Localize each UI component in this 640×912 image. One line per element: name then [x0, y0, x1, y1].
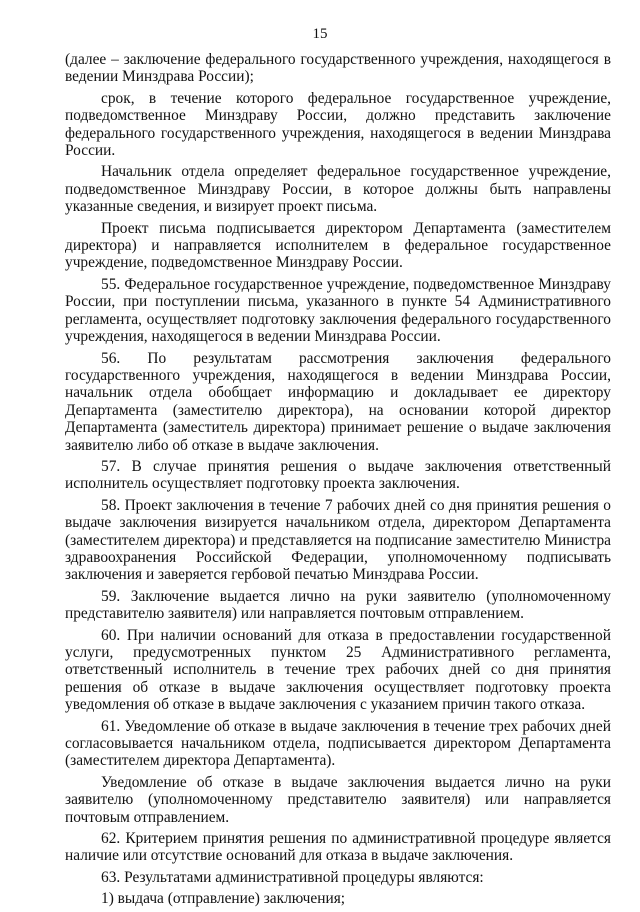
paragraph: 55. Федеральное государственное учреждение, подведомственное Минздраву России, при поступлении письма, указанного в пункте 54 Административного регламента, осуществляет подготовку заключения федерального государственного учреждения, находящегося в ведении Минздрава России.	[65, 275, 611, 346]
paragraph: 1) выдача (отправление) заключения;	[101, 890, 346, 908]
paragraph: Начальник отдела определяет федеральное государственное учреждение, подведомственное Минздраву России, в которое должны быть направлены указанные сведения, и визирует проект письма.	[65, 163, 611, 216]
paragraph: Проект письма подписывается директором Департамента (заместителем директора) и направляется исполнителем в федеральное государственное учреждение, подведомственное Минздраву России.	[65, 219, 611, 272]
paragraph: 62. Критерием принятия решения по административной процедуре является наличие или отсутствие оснований для отказа в выдаче заключения.	[65, 830, 611, 865]
paragraph: 63. Результатами административной процедуры являются:	[101, 868, 484, 886]
paragraph: 58. Проект заключения в течение 7 рабочих дней со дня принятия решения о выдаче заключения визируется начальником отдела, директором Департамента (заместителем директора) и представляется на подписание заместителю Министра здравоохранения Российской Федерации, уполномоченному подписывать заключения и заверяется гербовой печатью Минздрава России.	[65, 496, 611, 584]
paragraph: 56. По результатам рассмотрения заключения федерального государственного учреждения, находящегося в ведении Минздрава России, начальник отдела обобщает информацию и докладывает ее директору Департамента (заместителю директора), на основании которой директор Департамента (заместитель директора) принимает решение о выдаче заключения заявителю либо об отказе в выдаче заключения.	[65, 349, 611, 454]
paragraph: 60. При наличии оснований для отказа в предоставлении государственной услуги, предусмотренных пунктом 25 Административного регламента, ответственный исполнитель в течение трех рабочих дней со дня принятия решения об отказе в выдаче заключения осуществляет подготовку проекта уведомления об отказе в выдаче заключения с указанием причин такого отказа.	[65, 626, 611, 714]
paragraph: 59. Заключение выдается лично на руки заявителю (уполномоченному представителю заявителя) или направляется почтовым отправлением.	[65, 587, 611, 623]
document-body	[65, 51, 611, 912]
paragraph: (далее – заключение федерального государственного учреждения, находящегося в ведении Минздрава России);	[65, 51, 611, 86]
paragraph: срок, в течение которого федеральное государственное учреждение, подведомственное Минздраву России, должно представить заключение федерального государственного учреждения, находящегося в ведении Минздрава России.	[65, 89, 611, 160]
paragraph: 57. В случае принятия решения о выдаче заключения ответственный исполнитель осуществляет подготовку проекта заключения.	[65, 457, 611, 493]
page-number: 15	[312, 26, 328, 42]
paragraph: Уведомление об отказе в выдаче заключения выдается лично на руки заявителю (уполномоченному представителю заявителя) или направляется почтовым отправлением.	[65, 773, 611, 826]
paragraph: 61. Уведомление об отказе в выдаче заключения в течение трех рабочих дней согласовывается начальником отдела, подписывается директором Департамента (заместителем директора Департамента).	[65, 717, 611, 770]
